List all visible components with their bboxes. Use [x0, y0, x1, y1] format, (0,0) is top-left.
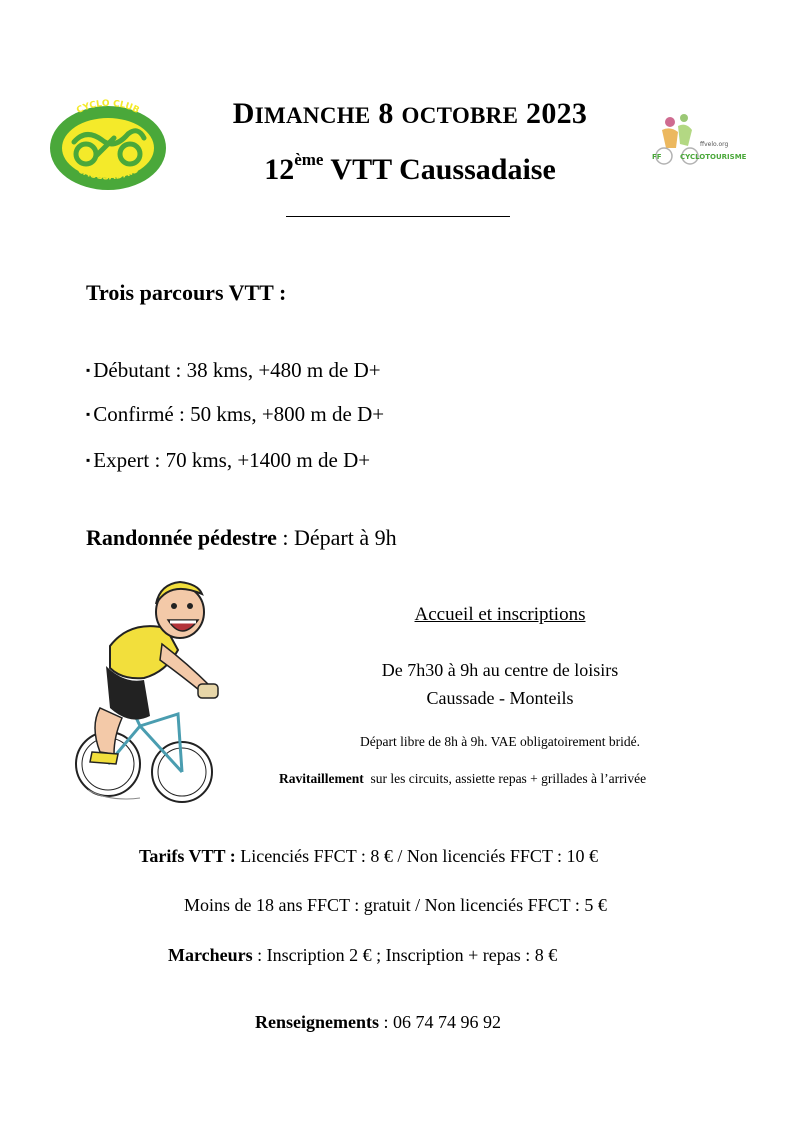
logo-bottom-text: CAUSSADAIS	[75, 165, 141, 183]
depart-libre-note: Départ libre de 8h à 9h. VAE obligatoirement bridé.	[360, 734, 640, 749]
ffct-main-text: CYCLOTOURISME	[680, 153, 747, 161]
accueil-line2: Caussade - Monteils	[426, 688, 574, 708]
randonnee-line: Randonnée pédestre : Départ à 9h	[86, 525, 397, 550]
parcours-item-expert: ▪ Expert : 70 kms, +1400 m de D+	[86, 448, 371, 472]
header-divider	[286, 216, 510, 217]
parcours-item-confirme: ▪ Confirmé : 50 kms, +800 m de D+	[86, 402, 385, 426]
event-date-title: DIMANCHE 8 OCTOBRE 2023	[232, 97, 588, 130]
cyclist-illustration	[70, 576, 230, 812]
renseignements-line: Renseignements : 06 74 74 96 92	[255, 1012, 502, 1032]
accueil-heading: Accueil et inscriptions	[414, 604, 586, 625]
event-name-title: 12ème VTT Caussadaise	[264, 150, 556, 186]
parcours-heading: Trois parcours VTT :	[86, 280, 287, 305]
cyclo-club-logo	[44, 98, 172, 194]
marcheurs-line: Marcheurs : Inscription 2 € ; Inscription + repas : 8 €	[168, 945, 558, 965]
ffct-prefix: FF	[652, 153, 662, 161]
ffct-small-text: ffvelo.org	[700, 141, 729, 148]
logo-top-text: CYCLO CLUB	[75, 98, 141, 117]
tarifs-vtt-line: Tarifs VTT : Licenciés FFCT : 8 € / Non licenciés FFCT : 10 €	[139, 846, 599, 866]
tarifs-moins-18-line: Moins de 18 ans FFCT : gratuit / Non licenciés FFCT : 5 €	[184, 895, 607, 915]
ravitaillement-line: Ravitaillement sur les circuits, assiette repas + grillades à l’arrivée	[279, 771, 647, 786]
parcours-item-debutant: ▪ Débutant : 38 kms, +480 m de D+	[86, 358, 381, 382]
ffct-logo	[650, 108, 758, 170]
accueil-line1: De 7h30 à 9h au centre de loisirs	[381, 660, 619, 680]
